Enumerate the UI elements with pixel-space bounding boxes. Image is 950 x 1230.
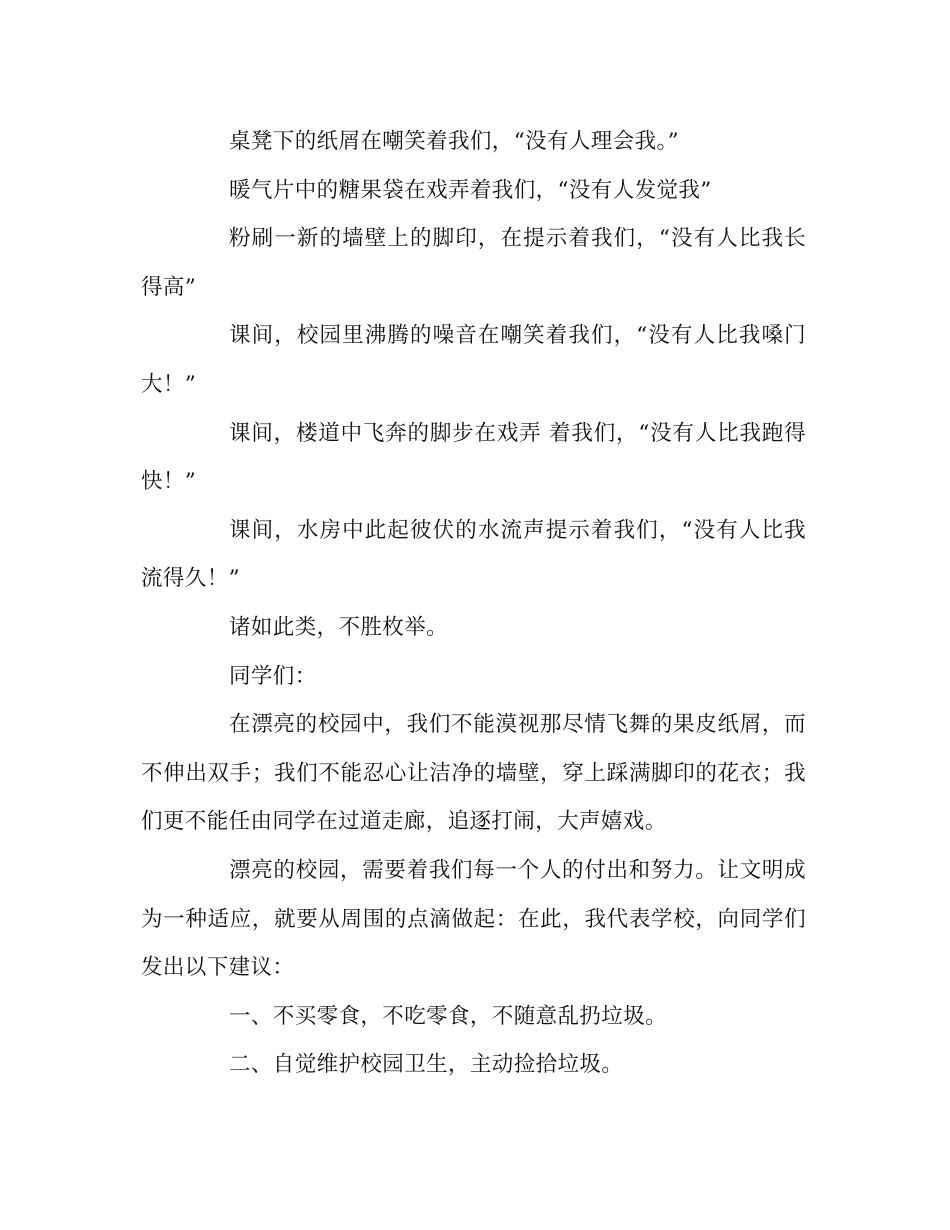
paragraph-8: 同学们： [229,663,317,689]
paragraph-11: 一、不买零食，不吃零食，不随意乱扔垃圾。 [229,1003,668,1029]
paragraph-2: 暖气片中的糖果袋在戏弄着我们，“没有人发觉我” [229,177,712,203]
paragraph-10: 漂亮的校园，需要着我们每一个人的付出和努力。让文明成为一种适应，就要从周围的点滴做起：在此，我代表学校，向同学们发出以下建议： [141,857,806,981]
paragraph-3: 粉刷一新的墙壁上的脚印，在提示着我们，“没有人比我长得高” [141,226,806,300]
paragraph-5: 课间，楼道中飞奔的脚步在戏弄 着我们，“没有人比我跑得快！” [141,420,806,495]
document-body [141,118,806,1090]
paragraph-9: 在漂亮的校园中，我们不能漠视那尽情飞舞的果皮纸屑，而不伸出双手；我们不能忍心让洁净的墙壁，穿上踩满脚印的花衣；我们更不能任由同学在过道走廊，追逐打闹，大声嬉戏。 [141,712,806,835]
paragraph-7: 诸如此类，不胜枚举。 [229,614,449,640]
paragraph-12: 二、自觉维护校园卫生，主动捡拾垃圾。 [229,1052,624,1078]
paragraph-6: 课间，水房中此起彼伏的水流声提示着我们，“没有人比我流得久！” [141,517,806,592]
paragraph-4: 课间，校园里沸腾的噪音在嘲笑着我们，“没有人比我嗓门大！” [141,323,806,397]
paragraph-1: 桌凳下的纸屑在嘲笑着我们，“没有人理会我。” [229,129,680,154]
